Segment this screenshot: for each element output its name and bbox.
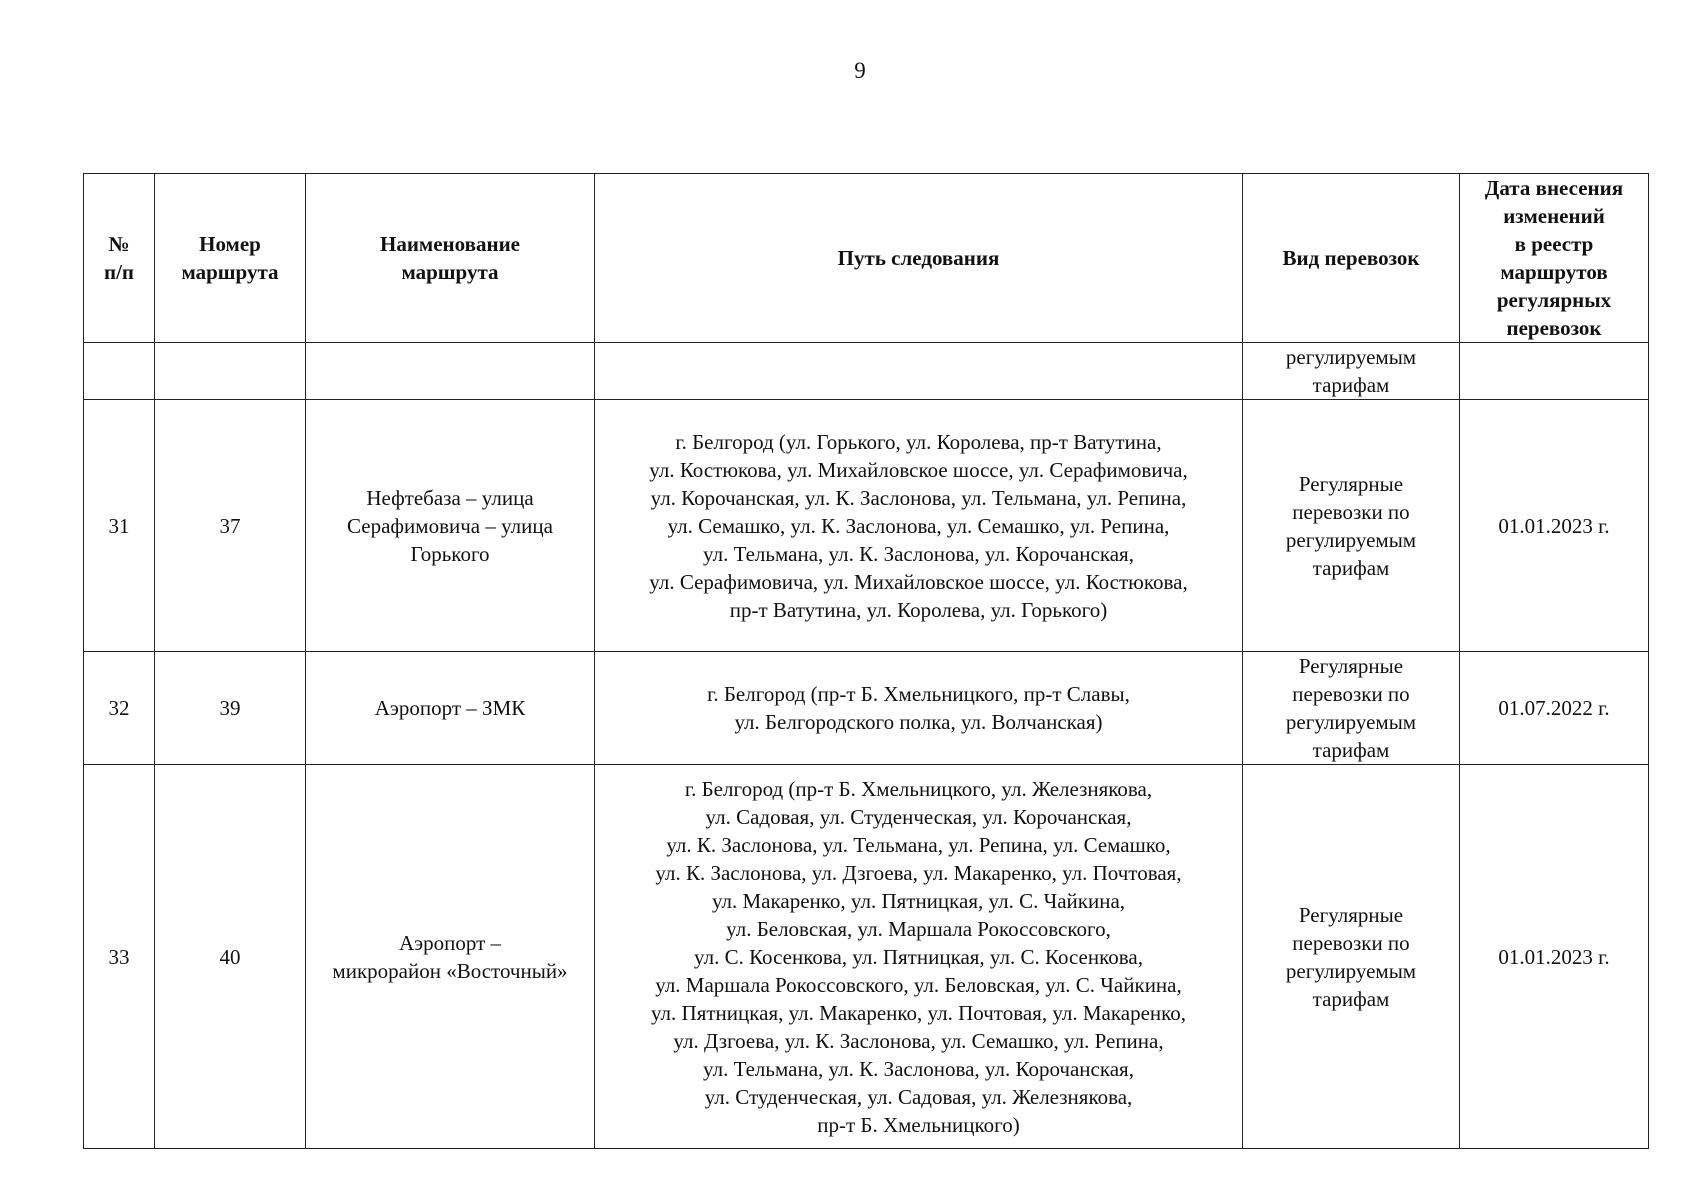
cell-path: г. Белгород (ул. Горького, ул. Королева, пр-т Ватутина, ул. Костюкова, ул. Михайловское шоссе, ул. Серафимовича, ул. Корочанская, ул. К. Заслонова, ул. Тельмана, ул. Репина, ул. Семашко, ул. К. Заслонова, ул. Семашко, ул. Репина, ул. Тельмана, ул. К. Заслонова, ул. Корочанская, ул. Серафимовича, ул. Михайловское шоссе, ул. Костюкова, пр-т Ватутина, ул. Королева, ул. Горького) [595, 400, 1243, 652]
header-num: № п/п [84, 174, 155, 343]
cell-date: 01.07.2022 г. [1460, 652, 1649, 765]
table-row [84, 652, 1649, 765]
table-row-continuation [84, 343, 1649, 400]
cell-route-name [306, 343, 595, 400]
header-path: Путь следования [595, 174, 1243, 343]
cell-route-number: 40 [155, 765, 306, 1149]
cell-num: 31 [84, 400, 155, 652]
cell-date [1460, 343, 1649, 400]
cell-num [84, 343, 155, 400]
cell-route-name: Аэропорт – ЗМК [306, 652, 595, 765]
cell-num: 32 [84, 652, 155, 765]
cell-date: 01.01.2023 г. [1460, 765, 1649, 1149]
header-route-name: Наименование маршрута [306, 174, 595, 343]
header-transport-type: Вид перевозок [1243, 174, 1460, 343]
header-row [84, 174, 1649, 343]
cell-route-number: 37 [155, 400, 306, 652]
cell-num: 33 [84, 765, 155, 1149]
routes-table [83, 173, 1649, 1149]
table-row [84, 765, 1649, 1149]
cell-path: г. Белгород (пр-т Б. Хмельницкого, ул. Железнякова, ул. Садовая, ул. Студенческая, ул. Корочанская, ул. К. Заслонова, ул. Тельмана, ул. Репина, ул. Семашко, ул. К. Заслонова, ул. Дзгоева, ул. Макаренко, ул. Почтовая, ул. Макаренко, ул. Пятницкая, ул. С. Чайкина, ул. Беловская, ул. Маршала Рокоссовского, ул. С. Косенкова, ул. Пятницкая, ул. С. Косенкова, ул. Маршала Рокоссовского, ул. Беловская, ул. С. Чайкина, ул. Пятницкая, ул. Макаренко, ул. Почтовая, ул. Макаренко, ул. Дзгоева, ул. К. Заслонова, ул. Семашко, ул. Репина, ул. Тельмана, ул. К. Заслонова, ул. Корочанская, ул. Студенческая, ул. Садовая, ул. Железнякова, пр-т Б. Хмельницкого) [595, 765, 1243, 1149]
cell-path [595, 343, 1243, 400]
cell-path: г. Белгород (пр-т Б. Хмельницкого, пр-т Славы, ул. Белгородского полка, ул. Волчанская) [595, 652, 1243, 765]
header-route-number: Номер маршрута [155, 174, 306, 343]
cell-route-name: Аэропорт – микрорайон «Восточный» [306, 765, 595, 1149]
header-date: Дата внесения изменений в реестр маршрутов регулярных перевозок [1460, 174, 1649, 343]
cell-transport-type: Регулярные перевозки по регулируемым тарифам [1243, 765, 1460, 1149]
cell-route-number: 39 [155, 652, 306, 765]
page-number: 9 [854, 58, 866, 83]
cell-route-name: Нефтебаза – улица Серафимовича – улица Горького [306, 400, 595, 652]
cell-route-number [155, 343, 306, 400]
cell-date: 01.01.2023 г. [1460, 400, 1649, 652]
cell-transport-type: регулируемым тарифам [1243, 343, 1460, 400]
cell-transport-type: Регулярные перевозки по регулируемым тарифам [1243, 652, 1460, 765]
table-row [84, 400, 1649, 652]
cell-transport-type: Регулярные перевозки по регулируемым тарифам [1243, 400, 1460, 652]
